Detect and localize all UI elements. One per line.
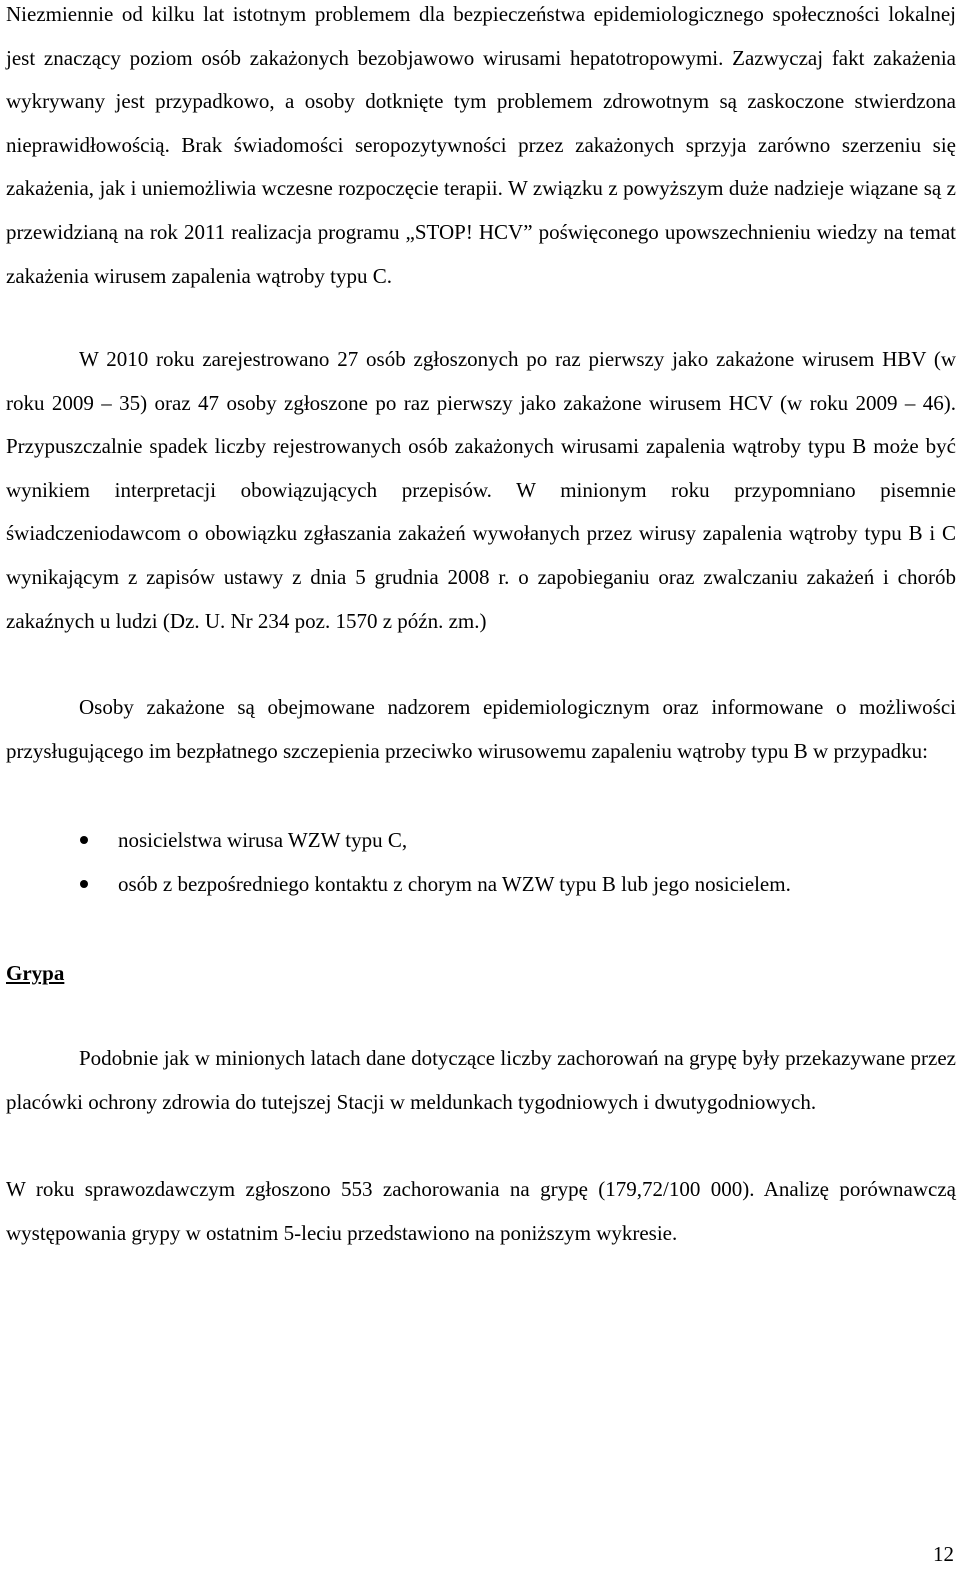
paragraph-hbv-hcv-registrations: W 2010 roku zarejestrowano 27 osób zgłoszonych po raz pierwszy jako zakażone wirusem HBV (w roku 2009 – 35) oraz 47 osoby zgłoszone po raz pierwszy jako zakażone wirusem HCV (w roku 2009 – 46). Przypuszczalnie spadek liczby rejestrowanych osób zakażonych wirusami zapalenia wątroby typu B może być wynikiem interpretacji obowiązujących przepisów. W minionym roku przypomniano pisemnie świadczeniodawcom o obowiązku zgłaszania zakażeń wywołanych przez wirusy zapalenia wątroby typu B i C wynikającym z zapisów ustawy z dnia 5 grudnia 2008 r. o zapobieganiu oraz zwalczaniu zakażeń i chorób zakaźnych u ludzi (Dz. U. Nr 234 poz. 1570 z późn. zm.) xyxy=(6,347,956,633)
bullet-icon xyxy=(80,880,88,888)
list-item xyxy=(6,862,956,906)
paragraph-epidemiological-surveillance: Osoby zakażone są obejmowane nadzorem epidemiologicznym oraz informowane o możliwości przysługującego im bezpłatnego szczepienia przeciwko wirusowemu zapaleniu wątroby typu B w przypadku: xyxy=(6,695,956,763)
list-item-text: osób z bezpośredniego kontaktu z chorym na WZW typu B lub jego nosicielem. xyxy=(118,872,791,896)
document-page xyxy=(6,0,956,1569)
paragraph-influenza-cases: W roku sprawozdawczym zgłoszono 553 zachorowania na grypę (179,72/100 000). Analizę porównawczą występowania grypy w ostatnim 5-leciu przedstawiono na poniższym wykresie. xyxy=(6,1177,956,1245)
vaccination-eligibility-list xyxy=(6,818,956,906)
page-number: 12 xyxy=(933,1542,954,1566)
list-item xyxy=(6,818,956,862)
section-heading-grypa: Grypa xyxy=(6,961,65,985)
paragraph-influenza-reporting: Podobnie jak w minionych latach dane dotyczące liczby zachorowań na grypę były przekazywane przez placówki ochrony zdrowia do tutejszej Stacji w meldunkach tygodniowych i dwutygodniowych. xyxy=(6,1046,956,1114)
paragraph-hepatotropic-viruses: Niezmiennie od kilku lat istotnym problemem dla bezpieczeństwa epidemiologicznego społeczności lokalnej jest znaczący poziom osób zakażonych bezobjawowo wirusami hepatotropowymi. Zazwyczaj fakt zakażenia wykrywany jest przypadkowo, a osoby dotknięte tym problemem zdrowotnym są zaskoczone stwierdzona nieprawidłowością. Brak świadomości seropozytywności przez zakażonych sprzyja zarówno szerzeniu się zakażenia, jak i uniemożliwia wczesne rozpoczęcie terapii. W związku z powyższym duże nadzieje wiązane są z przewidzianą na rok 2011 realizacja programu „STOP! HCV” poświęconego upowszechnieniu wiedzy na temat zakażenia wirusem zapalenia wątroby typu C. xyxy=(6,2,956,288)
list-item-text: nosicielstwa wirusa WZW typu C, xyxy=(118,828,408,852)
bullet-icon xyxy=(80,836,88,844)
